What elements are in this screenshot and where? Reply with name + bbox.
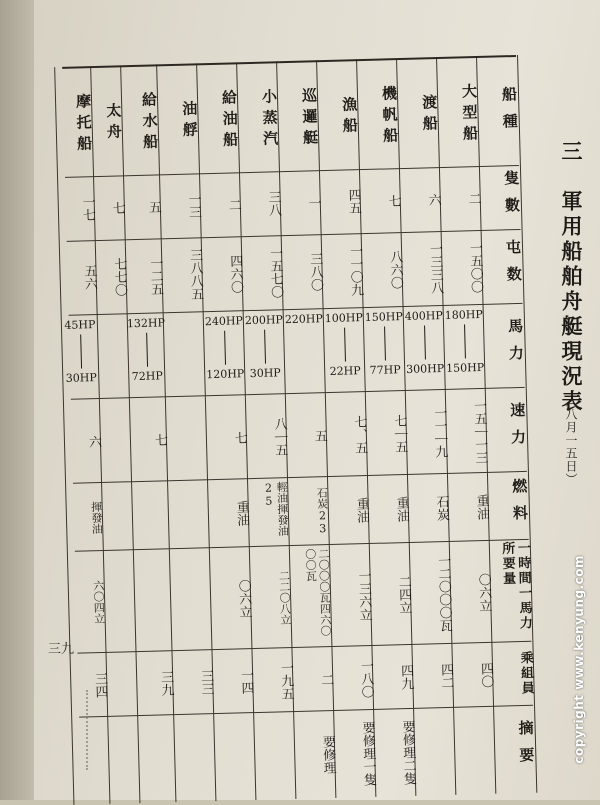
header-tonnage: 屯数: [503, 238, 524, 294]
cell-fuel: [132, 484, 170, 547]
header-speed: 速力: [508, 401, 528, 457]
cell-count: 二: [225, 197, 241, 212]
cell-name: 巡邏艇: [299, 86, 320, 151]
cell-name: 摩托船: [73, 92, 94, 157]
cell-crew: 三九: [157, 670, 174, 697]
cell-count: 七: [385, 193, 401, 207]
cell-consumption: 一三六立: [355, 568, 372, 622]
header-remarks: 摘要: [516, 719, 536, 775]
cell-consumption: 二四立: [395, 574, 412, 614]
cell-hp: 100HP 22HP: [324, 311, 363, 379]
cell-remarks: [108, 719, 140, 800]
cell-fuel: 重油: [473, 493, 490, 521]
cell-crew: 一八〇: [357, 658, 374, 698]
cell-speed: 八｜五: [271, 416, 288, 457]
header-consumption: 一時間一馬力所要量: [499, 540, 533, 632]
header-name: 船種: [499, 85, 520, 141]
cell-count: 一三: [185, 192, 202, 219]
cell-consumption: 六〇四立: [91, 579, 106, 625]
cell-speed: [166, 399, 208, 478]
cell-tonnage: 一三三八: [426, 242, 444, 295]
cell-fuel: 石炭: [433, 494, 450, 522]
cell-remarks: [454, 710, 496, 791]
cell-hp: 180HP 150HP: [444, 307, 485, 376]
cell-name: 小蒸汽: [259, 87, 280, 152]
cell-fuel: 揮發油: [89, 500, 104, 534]
header-count: 隻數: [502, 169, 522, 225]
header-hp: 馬力: [505, 317, 526, 373]
cell-count: 一七: [79, 195, 96, 222]
cell-consumption: 二〇〇〇瓦四六〇〇〇瓦: [303, 548, 333, 637]
cell-tonnage: 一五七〇: [266, 246, 284, 299]
header-fuel: 燃料: [510, 477, 530, 533]
cell-speed: 一一｜九: [431, 405, 448, 459]
cell-speed: 六: [85, 434, 102, 448]
cell-hp: 150HP 77HP: [364, 310, 403, 378]
cell-speed: 一五｜一三: [470, 398, 488, 464]
cell-consumption: 〇六立: [475, 572, 492, 612]
cell-consumption: 一二〇〇〇瓦: [435, 553, 453, 633]
cell-remarks: 要修理二隻: [399, 719, 417, 785]
cell-count: 四五: [345, 188, 362, 215]
ship-status-table: [62, 55, 535, 805]
cell-consumption: [104, 553, 137, 650]
cell-name: 給油船: [219, 88, 240, 153]
page-number: 三九: [48, 642, 75, 657]
cell-tonnage: 一二五: [147, 255, 164, 296]
cell-tonnage: 三八〇: [307, 251, 324, 292]
cell-tonnage: 五六: [81, 264, 98, 291]
cell-tonnage: 七七〇: [111, 256, 128, 297]
cell-name: 給水船: [139, 90, 160, 155]
cell-fuel: [102, 485, 134, 548]
header-crew: 乘組員: [517, 650, 534, 696]
cell-crew: 一四: [237, 668, 254, 695]
cell-fuel: [168, 483, 210, 546]
cell-tonnage: 一五〇〇: [466, 240, 484, 294]
cell-hp: 400HP 300HP: [404, 309, 445, 377]
cell-fuel: 石炭23: [315, 487, 330, 536]
cell-remarks: [174, 717, 216, 798]
cell-crew: [107, 655, 139, 714]
cell-hp: 220HP: [284, 312, 324, 327]
cell-fuel: 重油: [233, 500, 250, 527]
cell-name: 機帆船: [379, 84, 400, 149]
cell-consumption: [170, 551, 212, 648]
copyright-watermark: copyright www.kenyung.com: [572, 555, 586, 764]
cell-hp: 132HP 72HP: [126, 316, 166, 384]
cell-name: 油艀: [180, 100, 200, 143]
cell-remarks: [138, 718, 176, 799]
document-title: 三 軍用船舶舟艇現況表: [559, 140, 584, 415]
cell-speed: [100, 401, 132, 480]
cell-hp: [98, 317, 130, 396]
cell-crew: 四〇: [477, 661, 494, 689]
cell-name: 漁船: [340, 96, 360, 139]
cell-tonnage: 四六〇: [227, 253, 244, 294]
cell-speed: 七: [151, 432, 168, 447]
cell-speed: 七: [231, 430, 248, 445]
document-subtitle: （八月一五日）: [564, 395, 578, 486]
cell-fuel: 重油: [393, 495, 410, 523]
cell-crew: 四九: [397, 663, 414, 691]
cell-count: 一: [305, 195, 321, 210]
cell-remarks: [254, 715, 296, 796]
cell-remarks: [414, 711, 456, 792]
cell-count: 六: [425, 192, 441, 206]
cell-name: 太舟: [104, 102, 124, 145]
cell-speed: 五: [311, 428, 328, 442]
cell-hp: 45HP 30HP: [64, 318, 97, 386]
cell-crew: 二: [318, 672, 334, 686]
cell-speed: 七、五: [351, 414, 368, 454]
cell-remarks: 要修理一隻: [359, 720, 377, 786]
cell-hp: 200HP 30HP: [244, 313, 284, 381]
cell-remarks: [214, 716, 256, 797]
cell-consumption: 二二〇八立: [277, 569, 292, 625]
cell-crew: 一九五: [277, 660, 294, 700]
cell-hp: [164, 315, 206, 394]
cell-crew: 三三: [197, 669, 214, 696]
cell-tonnage: 八六〇: [387, 249, 404, 289]
cell-tonnage: 三八八五: [186, 248, 204, 301]
cell-count: 三八: [265, 190, 282, 217]
cell-count: 七: [109, 200, 126, 215]
cell-count: 五: [145, 199, 162, 214]
cell-name: 大型船: [459, 82, 480, 146]
cell-crew: 四二: [437, 662, 454, 690]
cell-crew: 三四: [92, 671, 108, 699]
paper-stain: [86, 690, 110, 770]
cell-fuel: 輕油揮發油25: [261, 481, 290, 537]
cell-speed: 七｜五: [391, 413, 408, 453]
cell-consumption: 〇六立: [235, 578, 252, 619]
cell-fuel: 重油: [353, 497, 370, 524]
cell-consumption: [134, 552, 173, 649]
cell-count: 二: [465, 191, 481, 205]
cell-hp: 240HP 120HP: [204, 314, 245, 382]
cell-name: 渡船: [420, 94, 440, 137]
cell-tonnage: 一一〇九: [346, 244, 364, 297]
cell-remarks: 要修理: [319, 734, 336, 774]
